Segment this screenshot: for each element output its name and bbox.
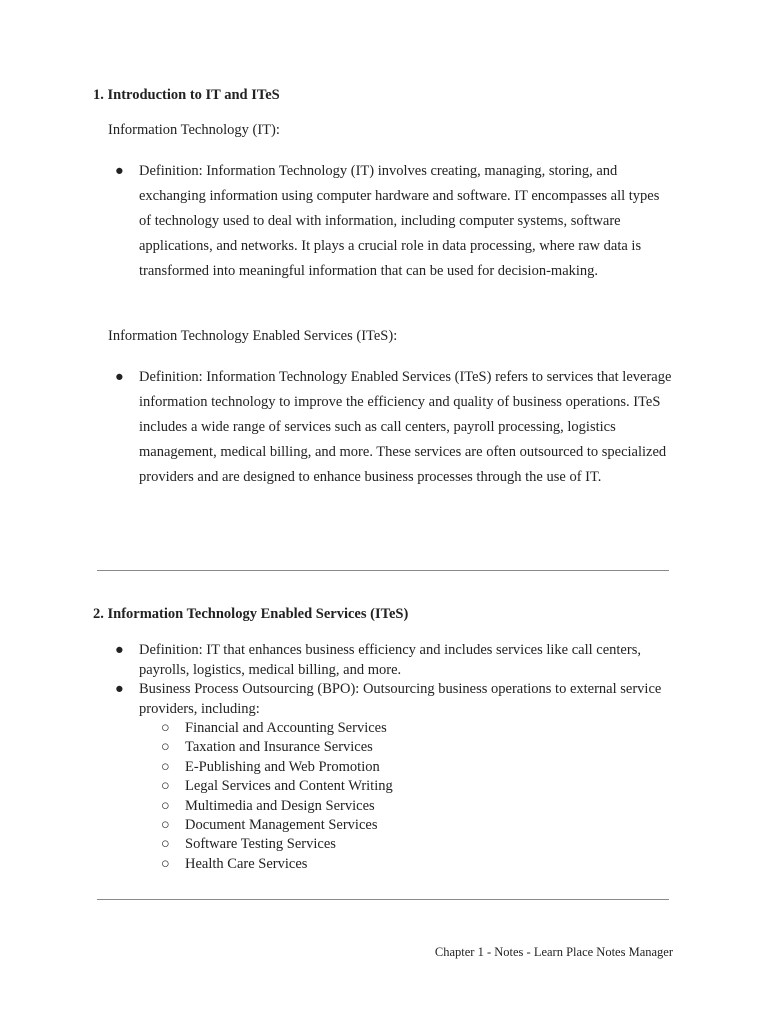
list-item: ○ Taxation and Insurance Services [161, 738, 675, 757]
ites-definition: Definition: Information Technology Enabled Services (ITeS) refers to services that leverage information technology to improve the efficiency and quality of business operations. ITeS includes a wide range of services such as call centers, payroll processing, logistics management, medical billing, and more. These services are often outsourced to specialized providers and are designed to enhance business processes through the use of IT. [139, 369, 672, 485]
ites-bullet-list [115, 365, 675, 490]
page-footer: Chapter 1 - Notes - Learn Place Notes Manager [434, 945, 673, 959]
section-1-heading: 1. Introduction to IT and ITeS [93, 87, 280, 103]
bullet-icon: ● [115, 369, 124, 385]
list-item: ○ E-Publishing and Web Promotion [161, 758, 675, 777]
circle-bullet-icon: ○ [161, 836, 170, 853]
section-divider [97, 570, 669, 571]
it-definition: Definition: Information Technology (IT) involves creating, managing, storing, and exchanging information using computer hardware and software. IT encompasses all types of technology used to deal with information, including computer systems, software applications, and networks. It plays a crucial role in data processing, where raw data is transformed into meaningful information that can be used for decision-making. [139, 163, 660, 279]
ites-short-definition: Definition: IT that enhances business efficiency and includes services like call centers, payrolls, logistics, medical billing, and more. [139, 642, 641, 678]
circle-bullet-icon: ○ [161, 817, 170, 834]
list-item: ○ Financial and Accounting Services [161, 719, 675, 738]
circle-bullet-icon: ○ [161, 720, 170, 736]
bpo-definition: Business Process Outsourcing (BPO): Outsourcing business operations to external service providers, including: [139, 681, 662, 717]
list-item: ○ Legal Services and Content Writing [161, 777, 675, 796]
bullet-icon: ● [115, 163, 124, 179]
bullet-icon: ● [115, 681, 124, 697]
circle-bullet-icon: ○ [161, 758, 170, 775]
circle-bullet-icon: ○ [161, 797, 170, 814]
circle-bullet-icon: ○ [161, 855, 170, 872]
list-item: ○ Health Care Services [161, 855, 675, 874]
circle-bullet-icon: ○ [161, 739, 170, 756]
list-item [115, 365, 675, 490]
section-2-heading: 2. Information Technology Enabled Services (ITeS) [93, 606, 409, 622]
list-item [115, 159, 675, 284]
bpo-services-list [139, 719, 675, 874]
section-2-bullet-list [115, 641, 675, 874]
it-subheading: Information Technology (IT): [108, 122, 280, 138]
list-item: ○ Multimedia and Design Services [161, 797, 675, 816]
bullet-icon: ● [115, 642, 124, 658]
list-item [115, 680, 675, 874]
ites-subheading: Information Technology Enabled Services (ITeS): [108, 328, 398, 344]
it-bullet-list [115, 159, 675, 284]
list-item [115, 641, 675, 680]
circle-bullet-icon: ○ [161, 778, 170, 795]
section-divider [97, 899, 669, 900]
list-item: ○ Software Testing Services [161, 835, 675, 854]
list-item: ○ Document Management Services [161, 816, 675, 835]
